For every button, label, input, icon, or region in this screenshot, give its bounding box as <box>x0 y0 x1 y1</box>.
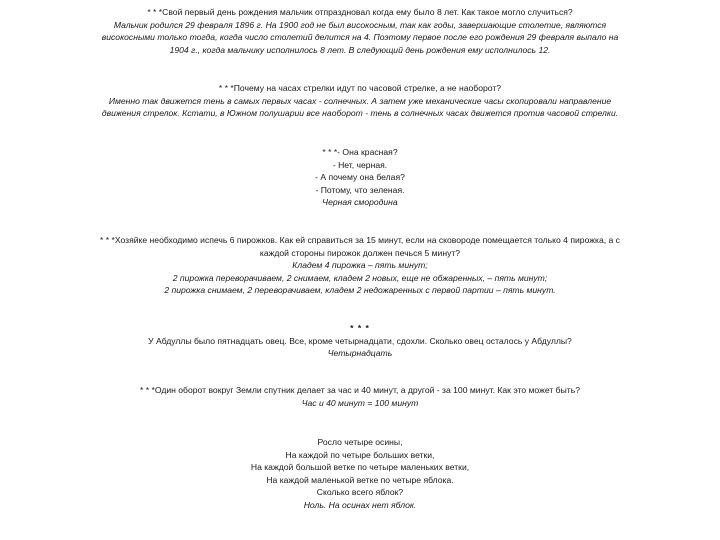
riddle-4-answer-line-3: 2 пирожка снимаем, 2 переворачиваем, кладем 2 недожаренных с первой партии – пять минут. <box>164 285 556 296</box>
riddle-7-answer: Ноль. На осинах нет яблок. <box>303 499 417 510</box>
riddle-5-question: У Абдуллы было пятнадцать овец. Все, кроме четырнадцати, сдохли. Сколько овец осталось у Абдуллы? <box>148 335 572 346</box>
riddle-4-question-line-1: * * *Хозяйке необходимо испечь 6 пирожков. Как ей справиться за 15 минут, если на сковороде помещается только 4 пирожка, а с <box>100 235 620 245</box>
riddle-3-question-line-4: - Потому, что зеленая. <box>315 184 405 195</box>
riddle-6-question: * * *Один оборот вокруг Земли спутник делает за час и 40 минут, а другой - за 100 минут. Как это может быть? <box>140 385 580 395</box>
riddle-7-question-line-5: Сколько всего яблок? <box>316 487 404 498</box>
riddle-7-question-line-3: На каждой большой ветке по четыре маленьких ветки, <box>250 462 470 473</box>
riddle-7-question-line-2: На каждой по четыре больших ветки, <box>285 449 435 460</box>
riddle-2-answer-line-1: Именно так движется тень в самых первых часах - солнечных. А затем уже механические часы скопировали направление <box>108 95 612 106</box>
riddle-3-question-line-2: - Нет, черная. <box>332 159 388 170</box>
riddle-1-answer-line-2: високосными только тогда, когда число столетий делится на 4. Поэтому первое после его рождения 29 февраля выпало на <box>101 32 619 43</box>
riddle-1-answer-line-3: 1904 г., когда мальчику исполнилось 8 лет. В следующий день рождения ему исполнилось 12. <box>169 44 551 55</box>
riddle-5-stars: * * * <box>350 323 370 333</box>
riddle-2 <box>40 82 680 120</box>
riddle-3-answer: Черная смородина <box>322 197 398 208</box>
riddle-4-question-line-2: каждой стороны пирожок должен печься 5 минут? <box>259 247 461 258</box>
riddle-2-answer-line-2: движения стрелок. Кстати, в Южном полушарии все наоборот - тень в солнечных часах движется против часовой стрелки. <box>101 108 619 119</box>
riddle-5-answer: Четырнадцать <box>327 348 393 359</box>
riddle-2-question: * * *Почему на часах стрелки идут по часовой стрелке, а не наоборот? <box>218 83 502 93</box>
riddle-1-question: * * *Свой первый день рождения мальчик отпраздновал когда ему было 8 лет. Как такое могло случиться? <box>147 7 573 17</box>
riddle-4-answer-line-1: Кладем 4 пирожка – пять минут; <box>292 260 428 271</box>
riddle-7 <box>40 436 680 512</box>
riddle-3-question-line-3: - А почему она белая? <box>315 172 405 183</box>
riddle-1 <box>40 6 680 56</box>
riddle-1-answer-line-1: Мальчик родился 29 февраля 1896 г. На 1900 год не был високосным, так как годы, завершающие столетие, являются <box>113 19 607 30</box>
riddle-4 <box>40 234 680 297</box>
riddle-5 <box>40 322 680 360</box>
riddle-7-question-line-1: Росло четыре осины, <box>317 437 403 447</box>
riddle-3-question-line-1: * * *- Она красная? <box>322 147 398 157</box>
riddle-3 <box>40 146 680 209</box>
riddle-4-answer-line-2: 2 пирожка переворачиваем, 2 снимаем, кладем 2 новых, еще не обжаренных, – пять минут; <box>172 272 548 283</box>
riddle-6 <box>40 384 680 409</box>
riddle-7-question-line-4: На каждой маленькой ветке по четыре яблока. <box>266 474 454 485</box>
riddle-6-answer: Час и 40 минут = 100 минут <box>301 397 419 408</box>
